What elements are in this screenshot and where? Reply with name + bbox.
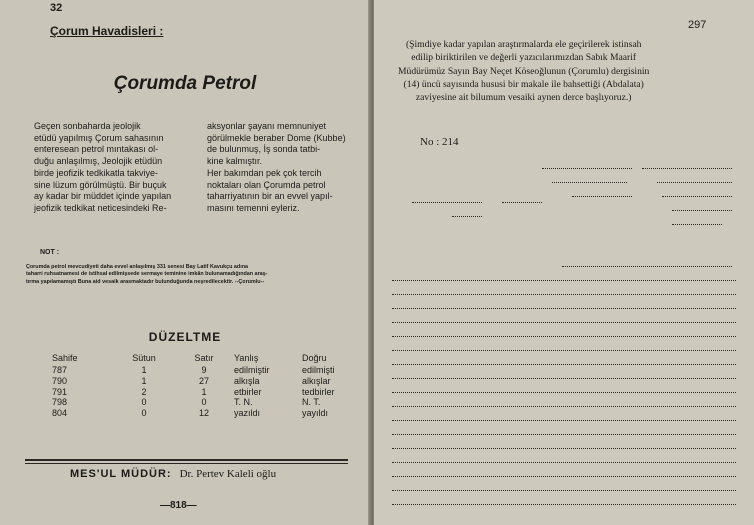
cell-wrong: etbirler [234,386,262,397]
article-line: aksyonlar şayanı memnuniyet [207,121,327,131]
footer-page-number: —818— [160,500,197,511]
editor-label: MES'UL MÜDÜR: [70,468,172,480]
handwriting-line [452,216,482,217]
handwriting-line [657,182,732,183]
table-row [52,408,354,419]
editor-name: Dr. Pertev Kaleli oğlu [179,468,277,480]
document-number: No : 214 [420,136,459,148]
cell-correct: N. T. [302,397,321,408]
header-column: Sütun [132,353,156,363]
cell-correct: edilmişti [302,365,335,375]
table-row [52,365,354,376]
article-line: görülmekle beraber Dome (Kubbe) [207,132,346,143]
handwriting-line [392,280,736,281]
handwriting-line [542,168,632,169]
table-header-row [52,352,354,365]
intro-line: (Şimdiye kadar yapılan araştırmalarda ele geçirilerek istinsah [405,39,642,50]
right-page-number: 297 [688,19,707,31]
header-correct: Doğru [302,353,327,363]
cell-page: 787 [52,365,68,375]
handwriting-line [392,434,736,435]
section-title: Çorum Havadisleri : [50,24,164,38]
cell-line: 0 [201,397,207,408]
cell-correct: yayıldı [302,408,329,419]
article-column-2 [207,121,346,215]
handwriting-line [552,182,627,183]
cell-column: 0 [141,397,147,408]
handwriting-line [662,196,732,197]
handwriting-line [392,420,736,421]
cell-page: 804 [52,408,68,419]
intro-line: (14) üncü sayısında hususi bir makale ile bahsettiği (Abdalata) [403,78,644,90]
article-column-1 [34,121,171,215]
handwriting-line [572,196,632,197]
article-line: sine lüzum görülmüştü. Bir buçuk [34,179,167,190]
cell-wrong: T. N. [234,397,253,408]
article-line: de bulunmuş, İş sonda tatbi- [207,144,321,155]
cell-page: 790 [52,375,68,386]
cell-wrong: yazıldı [234,408,261,419]
cell-wrong: alkışla [234,375,260,386]
article-line: taharriyatının bir an evvel yapıl- [207,191,333,202]
header-page: Sahife [52,353,78,363]
intro-line: edilip biriktirilen ve değerli yazıcılarımızdan Sabık Maarif [411,52,637,64]
header-wrong: Yanlış [234,353,259,363]
cell-page: 798 [52,397,68,408]
handwriting-line [392,448,736,449]
cell-line: 27 [198,375,209,386]
handwriting-line [392,462,736,463]
left-page [0,0,370,525]
corrections-table [52,352,354,419]
handwriting-line [642,168,732,169]
handwriting-line [392,364,736,365]
handwriting-line [392,294,736,295]
article-line: kine kalmıştır. [207,156,263,167]
cell-line: 1 [201,386,207,397]
cell-column: 0 [141,408,147,419]
article-line: Geçen sonbaharda jeolojik [34,121,141,131]
article-headline: Çorumda Petrol [113,73,257,94]
article-line: Her bakımdan pek çok tercih [207,167,322,178]
article-line: etüdü yapılmış Çorum sahasının [34,132,164,143]
article-line: masını temenni eyleriz. [207,202,300,213]
note-line: Çorumda petrol mevcudiyeti daha evvel anlaşılmış 331 senesi Bay Latif Kavukçu adına [26,264,249,270]
cell-wrong: edilmiştir [234,365,270,375]
handwriting-line [392,378,736,379]
cell-correct: alkışlar [302,375,331,386]
footer-divider-thin [25,463,348,464]
handwritten-document-body [392,262,738,512]
footer-divider [25,459,348,461]
handwriting-line [392,392,736,393]
intro-line: zaviyesine ait bilumum vesaiki aynen derce başlıyoruz.) [415,92,632,104]
table-row [52,376,354,387]
handwriting-line [562,266,732,267]
corrections-title: DÜZELTME [148,330,222,344]
cell-page: 791 [52,386,68,397]
cell-correct: tedbirler [302,386,335,397]
article-line: jeofizik tedkikat neticesindeki Re- [34,202,167,213]
left-page-number: 32 [50,2,63,14]
handwriting-line [392,322,736,323]
handwritten-header-block [392,160,737,230]
note-label: NOT : [40,249,60,256]
cell-column: 1 [141,375,147,386]
handwriting-line [392,504,736,505]
cell-line: 9 [201,365,207,375]
cell-line: 12 [198,408,209,419]
article-line: enteresean petrol mıntakası ol- [34,144,159,155]
article-line: birde jeofizik tedkikatla takviye- [34,167,159,178]
handwriting-line [412,202,482,203]
intro-paragraph [398,38,649,104]
cell-column: 1 [141,365,147,375]
editor-line [70,468,276,480]
handwriting-line [392,308,736,309]
handwriting-line [392,350,736,351]
table-row [52,397,354,408]
article-line: duğu anlaşılmış, Jeolojik etüdün [34,156,163,167]
cell-column: 2 [141,386,147,397]
note-line: tırma yapılamamıştı Buna aid vesaik arasmaktadır bulunduğunda neşredilecektir. --Çorumlu-- [26,278,265,285]
note-text [26,264,267,286]
handwriting-line [392,406,736,407]
note-line: taharri ruhsatnamesi de istihsal edilmişsede sermaye teminine imkân bulunamadığından araş- [26,271,268,278]
handwriting-line [392,490,736,491]
header-line: Satır [194,353,214,363]
handwriting-line [392,476,736,477]
handwriting-line [672,224,722,225]
article-line: ay kadar bir müddet içinde yapılan [34,191,172,202]
table-row [52,387,354,398]
article-line: noktaları olan Çorumda petrol [207,179,326,190]
handwriting-line [672,210,732,211]
handwriting-line [502,202,542,203]
handwriting-line [392,336,736,337]
intro-line: Müdürümüz Sayın Bay Neçet Köseoğlunun (Çorumlu) dergisinin [398,65,650,77]
